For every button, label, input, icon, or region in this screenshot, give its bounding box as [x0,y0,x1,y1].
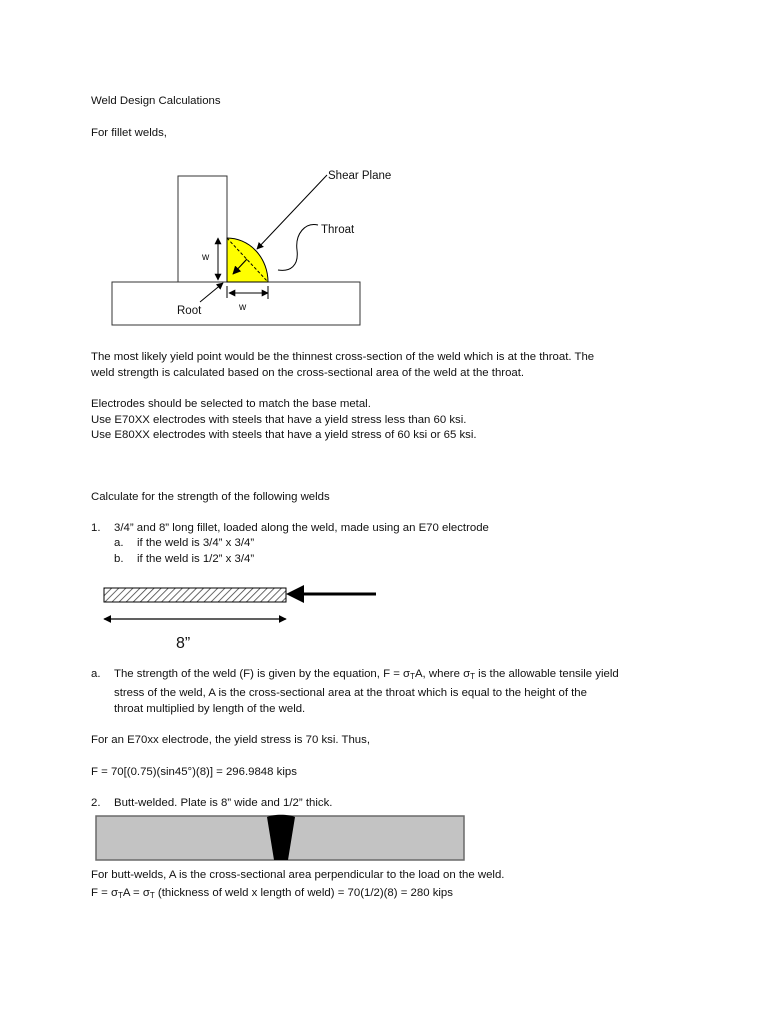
shear-plane-label: Shear Plane [328,170,392,182]
item2-text: Butt-welded. Plate is 8” wide and 1/2” thick. [114,797,333,809]
item1 [91,521,489,537]
throat-leader [278,225,318,271]
paragraph2-line2: Use E70XX electrodes with steels that have a yield stress less than 60 ksi. [91,414,467,426]
weld-bar [104,588,286,602]
w-vertical-label: w [202,252,210,263]
page-title: Weld Design Calculations [91,95,221,107]
item1-text: 3/4” and 8” long fillet, loaded along the weld, made using an E70 electrode [114,522,489,534]
bar-length-label: 8” [176,635,191,652]
answer-a-line2: stress of the weld, A is the cross-sectional area at the throat which is equal to the height of the [114,687,587,699]
e70-text: For an E70xx electrode, the yield stress is 70 ksi. Thus, [91,734,370,746]
formula2: F = σTA = σT (thickness of weld x length of weld) = 70(1/2)(8) = 280 kips [91,887,453,900]
fillet-bar-diagram [96,582,396,652]
butt-text: For butt-welds, A is the cross-sectional area perpendicular to the load on the weld. [91,869,505,881]
answer-a-label: a. [91,668,101,680]
paragraph1-line1: The most likely yield point would be the thinnest cross-section of the weld which is at the throat. The [91,351,595,363]
fillet-weld-diagram [100,162,430,332]
vertical-plate [178,176,227,282]
sub-b-label: b. [114,553,124,565]
sub-a-text: if the weld is 3/4” x 3/4” [137,537,255,549]
answer-a-line1: a. The strength of the weld (F) is given by the equation, F = σTA, where σT is the allowable tensile yield [91,668,619,681]
answer-a-line3: throat multiplied by length of the weld. [114,703,306,715]
butt-weld-diagram [95,814,467,864]
throat-label: Throat [321,224,355,236]
paragraph2-line1: Electrodes should be selected to match the base metal. [91,398,371,410]
answer-a-text1: The strength of the weld (F) is given by the equation, F = σ [114,668,411,680]
item1-sub-b [114,552,254,568]
sub-a-label: a. [114,537,124,549]
root-label: Root [177,305,202,317]
w-horizontal-label: w [239,302,247,313]
item2 [91,796,332,812]
paragraph2-line3: Use E80XX electrodes with steels that have a yield stress of 60 ksi or 65 ksi. [91,429,477,441]
formula1: F = 70[(0.75)(sin45°)(8)] = 296.9848 kips [91,766,297,778]
item1-number: 1. [91,522,101,534]
calc-heading: Calculate for the strength of the following welds [91,491,330,503]
paragraph1-line2: weld strength is calculated based on the cross-sectional area of the weld at the throat. [91,367,525,379]
item1-sub-a [114,536,254,552]
item2-number: 2. [91,797,101,809]
intro-text: For fillet welds, [91,127,167,139]
base-plate [112,282,360,325]
load-arrow-head [286,585,304,603]
sub-b-text: if the weld is 1/2” x 3/4” [137,553,255,565]
shear-plane-leader [257,175,327,249]
